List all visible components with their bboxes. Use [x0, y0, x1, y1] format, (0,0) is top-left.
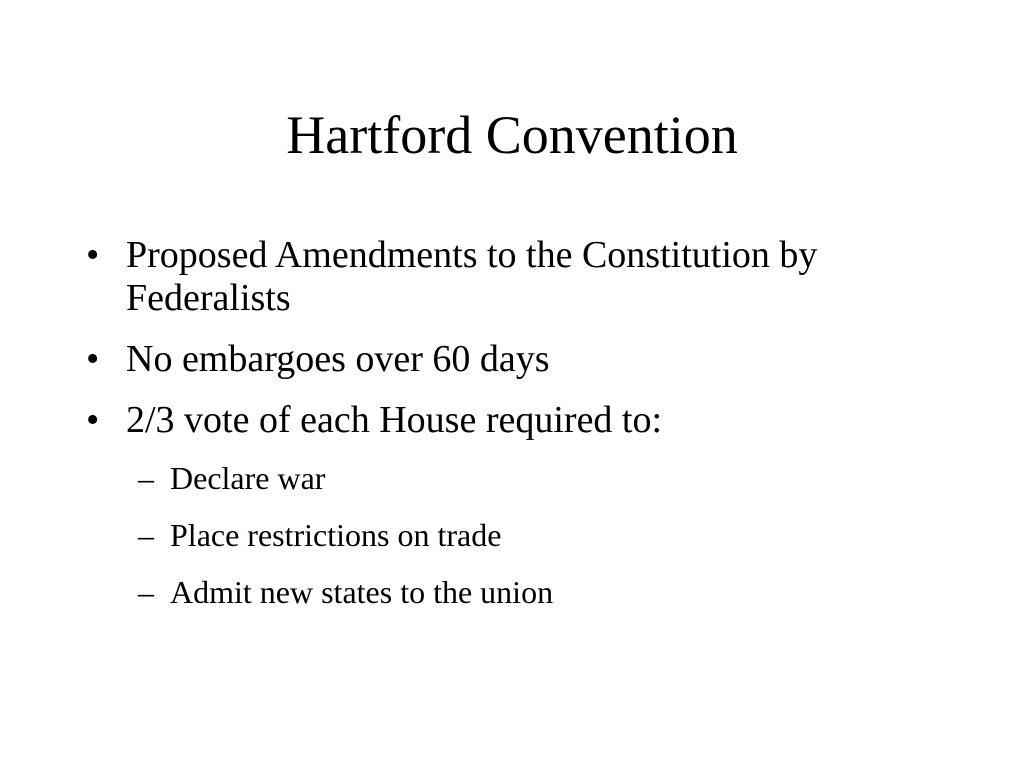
- sub-bullet-item: [138, 460, 946, 497]
- sub-bullet-item: [138, 517, 946, 554]
- bullet-text: No embargoes over 60 days: [126, 338, 550, 380]
- sub-bullet-text: Admit new states to the union: [170, 574, 554, 610]
- sub-bullet-list: [86, 460, 946, 611]
- bullet-text: 2/3 vote of each House required to:: [126, 399, 663, 441]
- bullet-list: [86, 234, 946, 631]
- sub-bullet-item: [138, 574, 946, 611]
- sub-bullet-text: Place restrictions on trade: [170, 517, 502, 553]
- sub-list-container: [86, 460, 946, 611]
- bullet-text: Proposed Amendments to the Constitution by Federalists: [126, 234, 818, 319]
- bullet-marker: •: [86, 399, 100, 441]
- bullet-item: [86, 234, 946, 320]
- bullet-marker: •: [86, 338, 100, 380]
- sub-bullet-text: Declare war: [170, 460, 326, 496]
- bullet-item: [86, 338, 946, 381]
- sub-bullet-marker: –: [138, 574, 154, 610]
- slide-title: Hartford Convention: [286, 105, 738, 165]
- bullet-marker: •: [86, 234, 100, 276]
- bullet-item: [86, 399, 946, 442]
- sub-bullet-marker: –: [138, 460, 154, 496]
- sub-bullet-marker: –: [138, 517, 154, 553]
